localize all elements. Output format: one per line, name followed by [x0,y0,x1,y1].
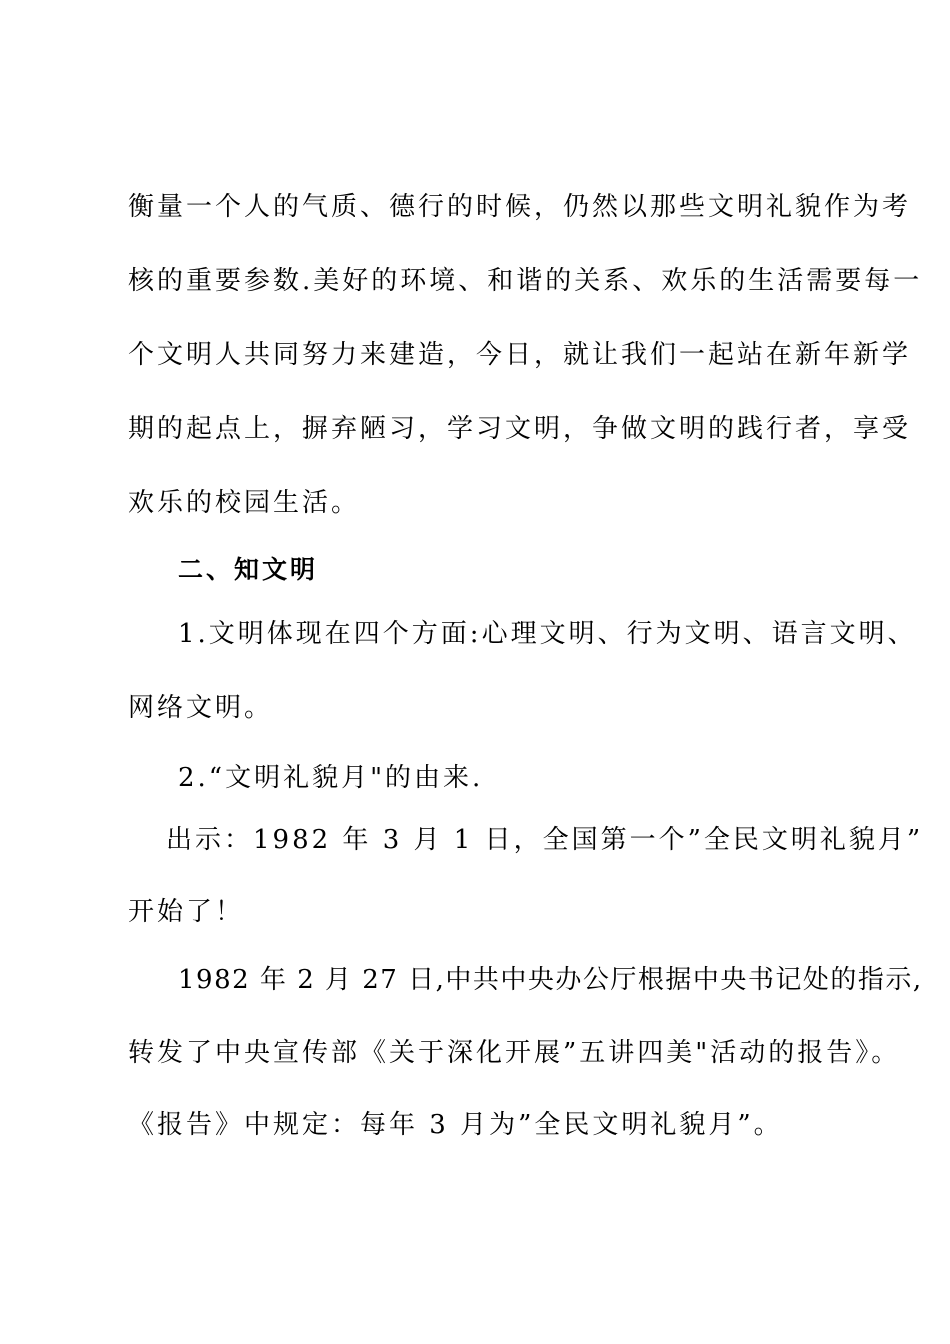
history-line-1: 1982 年 2 月 27 日,中共中央办公厅根据中央书记处的指示, [178,965,923,995]
history-line-2: 转发了中央宣传部《关于深化开展”五讲四美"活动的报告》。 [128,1038,901,1068]
paragraph-line-2: 核的重要参数.美好的环境、和谐的关系、欢乐的生活需要每一 [128,266,923,296]
history-line-3: 《报告》中规定：每年 3 月为”全民文明礼貌月”。 [128,1110,783,1140]
item-1-line-1: 1.文明体现在四个方面:心理文明、行为文明、语言文明、 [178,619,917,649]
paragraph-line-4: 期的起点上，摒弃陋习，学习文明，争做文明的践行者，享受 [128,414,912,444]
show-line-2: 开始了！ [128,897,245,927]
show-line-1: 出示：1982 年 3 月 1 日，全国第一个”全民文明礼貌月” [166,825,924,855]
paragraph-line-5: 欢乐的校园生活。 [128,488,361,518]
paragraph-line-1: 衡量一个人的气质、德行的时候，仍然以那些文明礼貌作为考 [128,192,912,222]
paragraph-line-3: 个文明人共同努力来建造，今日，就让我们一起站在新年新学 [128,340,912,370]
item-1-line-2: 网络文明。 [128,693,274,723]
section-heading: 二、知文明 [178,555,319,584]
item-2: 2.“文明礼貌月"的由来. [178,763,484,793]
